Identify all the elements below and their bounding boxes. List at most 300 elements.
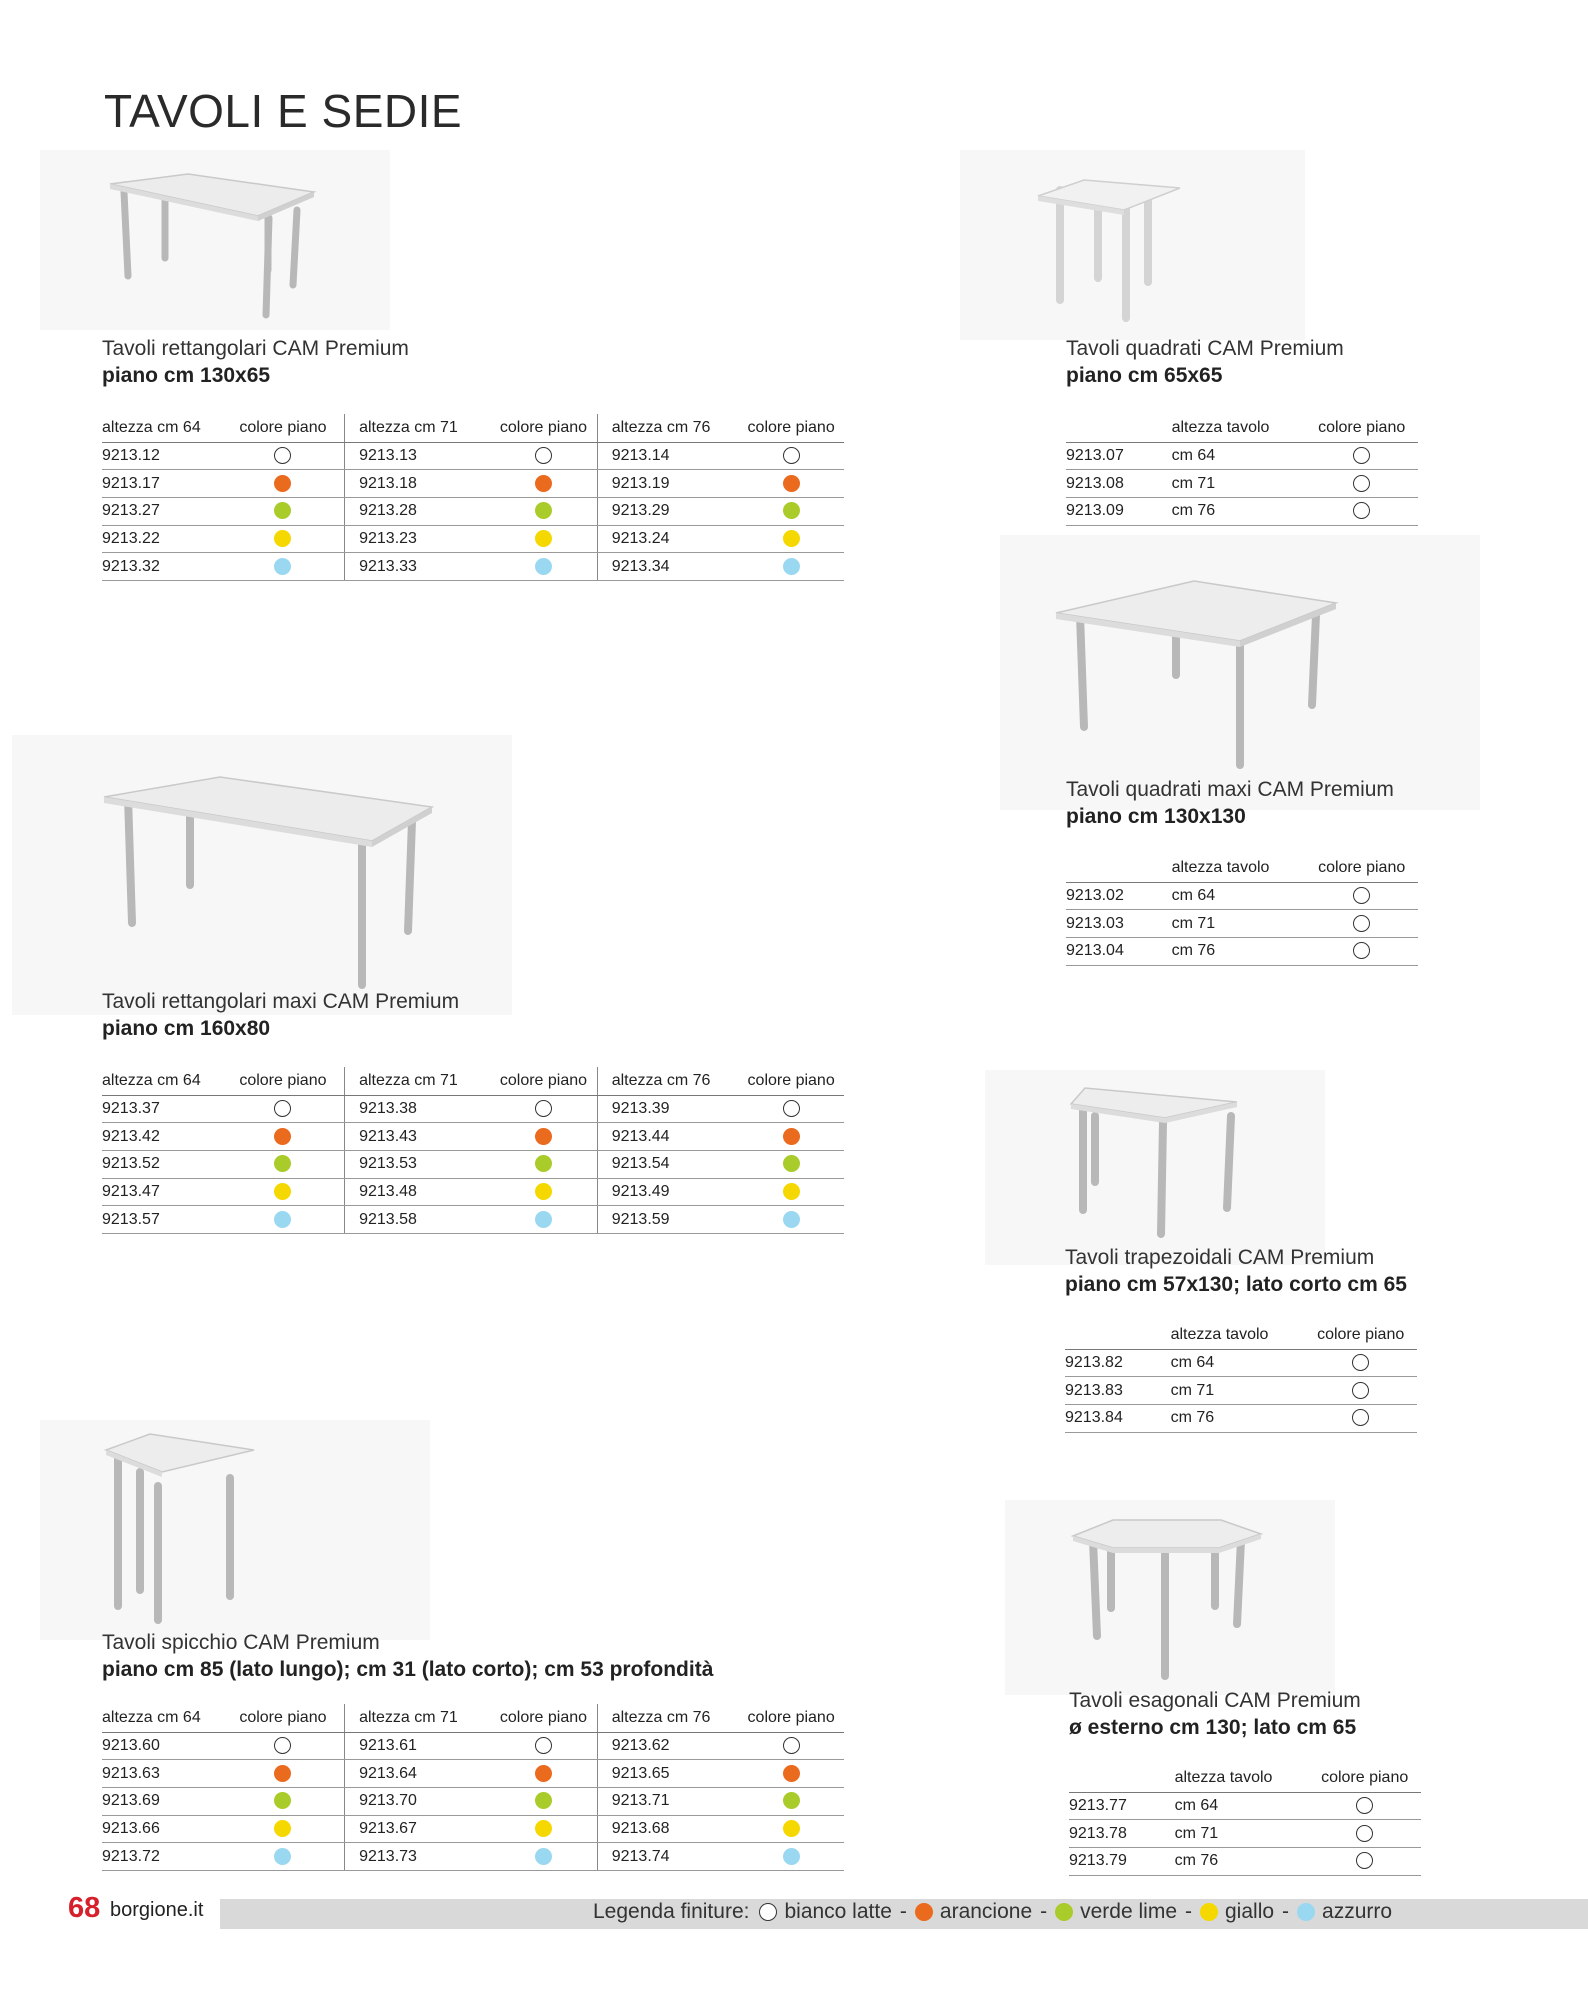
product-code: 9213.18 (345, 470, 491, 498)
color-cell (738, 1787, 844, 1815)
product-code: 9213.34 (597, 553, 738, 581)
product-code: 9213.32 (102, 553, 222, 581)
product-name: Tavoli quadrati CAM Premium (1066, 337, 1344, 360)
color-dot-bianco (535, 447, 552, 464)
square-table-image (960, 150, 1305, 340)
table-header-row (102, 414, 844, 442)
product-code: 9213.83 (1065, 1377, 1171, 1405)
product-code: 9213.57 (102, 1206, 222, 1234)
product-code: 9213.62 (597, 1732, 738, 1760)
table-height: cm 64 (1172, 882, 1306, 910)
legend-label: Legenda finiture: (593, 1900, 750, 1923)
color-cell (1305, 470, 1418, 498)
product-code: 9213.79 (1069, 1847, 1175, 1875)
product-code: 9213.60 (102, 1732, 222, 1760)
table-row (102, 1123, 844, 1151)
rect-maxi-heading (102, 988, 459, 1042)
table-row (102, 1150, 844, 1178)
product-spec: piano cm 57x130; lato corto cm 65 (1065, 1273, 1407, 1296)
color-cell (222, 1178, 345, 1206)
color-cell (222, 1123, 345, 1151)
finish-legend (593, 1900, 1392, 1924)
product-code: 9213.54 (597, 1150, 738, 1178)
table-row (1066, 910, 1418, 938)
product-code: 9213.65 (597, 1760, 738, 1788)
product-code: 9213.47 (102, 1178, 222, 1206)
color-cell (490, 553, 597, 581)
color-dot-arancione (783, 1765, 800, 1782)
table-row (102, 1760, 844, 1788)
color-dot-verde (783, 1155, 800, 1172)
color-dot-giallo (783, 530, 800, 547)
color-dot-verde (1055, 1903, 1073, 1921)
column-header: colore piano (1304, 1321, 1417, 1349)
product-code: 9213.42 (102, 1123, 222, 1151)
color-dot-giallo (535, 1820, 552, 1837)
column-header: colore piano (222, 414, 345, 442)
rect-heading (102, 335, 409, 389)
color-dot-verde (274, 1155, 291, 1172)
trapezoid-code-table (1065, 1321, 1417, 1433)
color-dot-arancione (783, 475, 800, 492)
table-row (1065, 1349, 1417, 1377)
color-cell (1308, 1820, 1421, 1848)
table-row (1066, 937, 1418, 965)
table-row (102, 1178, 844, 1206)
color-cell (222, 1732, 345, 1760)
product-code: 9213.24 (597, 525, 738, 553)
column-header: altezza tavolo (1171, 1321, 1305, 1349)
product-code: 9213.03 (1066, 910, 1172, 938)
product-name: Tavoli rettangolari CAM Premium (102, 337, 409, 360)
color-dot-bianco (535, 1100, 552, 1117)
rect-maxi-table-image (12, 735, 512, 1015)
color-dot-bianco (1353, 502, 1370, 519)
color-cell (738, 1095, 844, 1123)
table-row (102, 1206, 844, 1234)
color-dot-verde (783, 1792, 800, 1809)
square-code-table (1066, 414, 1418, 526)
product-code: 9213.74 (597, 1843, 738, 1871)
product-spec: piano cm 65x65 (1066, 364, 1223, 387)
product-code: 9213.61 (345, 1732, 491, 1760)
legend-item (1297, 1900, 1392, 1924)
color-dot-arancione (783, 1128, 800, 1145)
product-code: 9213.12 (102, 442, 222, 470)
table-row (102, 525, 844, 553)
site-name: borgione.it (110, 1899, 204, 1921)
color-dot-bianco (783, 447, 800, 464)
table-row (1065, 1377, 1417, 1405)
product-spec: piano cm 130x65 (102, 364, 271, 387)
column-header-empty (1066, 414, 1172, 442)
legend-item-label: giallo (1225, 1900, 1275, 1923)
color-dot-verde (783, 502, 800, 519)
color-cell (222, 1843, 345, 1871)
color-cell (738, 525, 844, 553)
product-code: 9213.70 (345, 1787, 491, 1815)
color-dot-azzurro (274, 1848, 291, 1865)
color-dot-bianco (1352, 1382, 1369, 1399)
color-cell (222, 1095, 345, 1123)
color-dot-verde (535, 1792, 552, 1809)
table-header-row (102, 1067, 844, 1095)
table-height: cm 71 (1172, 470, 1306, 498)
legend-items (759, 1900, 1392, 1924)
color-dot-azzurro (274, 558, 291, 575)
product-code: 9213.48 (345, 1178, 491, 1206)
color-dot-giallo (535, 530, 552, 547)
table-header-row (102, 1704, 844, 1732)
color-cell (222, 553, 345, 581)
rect-table-image (40, 150, 390, 330)
page-title: TAVOLI E SEDIE (104, 85, 463, 137)
color-dot-giallo (274, 1183, 291, 1200)
color-dot-azzurro (783, 1848, 800, 1865)
color-cell (1305, 442, 1418, 470)
product-code: 9213.17 (102, 470, 222, 498)
color-dot-verde (274, 1792, 291, 1809)
color-dot-arancione (915, 1903, 933, 1921)
table-header-row (1066, 854, 1418, 882)
product-code: 9213.58 (345, 1206, 491, 1234)
legend-item (1200, 1900, 1274, 1924)
color-dot-azzurro (783, 558, 800, 575)
column-header: altezza cm 64 (102, 1067, 222, 1095)
product-spec: ø esterno cm 130; lato cm 65 (1069, 1716, 1357, 1739)
color-dot-azzurro (1297, 1903, 1315, 1921)
color-cell (490, 1123, 597, 1151)
product-code: 9213.33 (345, 553, 491, 581)
color-dot-verde (535, 1155, 552, 1172)
table-row (102, 1095, 844, 1123)
table-row (102, 1787, 844, 1815)
color-cell (1305, 937, 1418, 965)
color-dot-bianco (1356, 1825, 1373, 1842)
column-header: colore piano (490, 414, 597, 442)
product-code: 9213.22 (102, 525, 222, 553)
color-cell (1308, 1847, 1421, 1875)
column-header: altezza tavolo (1172, 414, 1306, 442)
product-spec: piano cm 130x130 (1066, 805, 1246, 828)
color-cell (738, 1123, 844, 1151)
column-header: altezza tavolo (1175, 1764, 1309, 1792)
table-row (1066, 442, 1418, 470)
legend-item-label: arancione (939, 1900, 1033, 1923)
color-cell (490, 497, 597, 525)
color-cell (490, 1760, 597, 1788)
color-dot-giallo (783, 1183, 800, 1200)
product-code: 9213.14 (597, 442, 738, 470)
product-code: 9213.04 (1066, 937, 1172, 965)
spicchio-code-table (102, 1704, 844, 1871)
color-cell (490, 1843, 597, 1871)
color-dot-giallo (274, 1820, 291, 1837)
column-header: altezza cm 71 (345, 414, 491, 442)
table-header-row (1069, 1764, 1421, 1792)
column-header: colore piano (222, 1067, 345, 1095)
square-maxi-table-image (1000, 535, 1480, 810)
column-header-empty (1065, 1321, 1171, 1349)
color-dot-bianco (1353, 915, 1370, 932)
table-row (1065, 1404, 1417, 1432)
column-header: colore piano (1305, 414, 1418, 442)
hexagon-table-image (1005, 1500, 1335, 1695)
product-code: 9213.38 (345, 1095, 491, 1123)
color-dot-bianco (1352, 1409, 1369, 1426)
table-row (1069, 1820, 1421, 1848)
column-header: altezza tavolo (1172, 854, 1306, 882)
product-code: 9213.59 (597, 1206, 738, 1234)
product-name: Tavoli quadrati maxi CAM Premium (1066, 778, 1394, 801)
table-row (102, 470, 844, 498)
product-code: 9213.71 (597, 1787, 738, 1815)
product-code: 9213.29 (597, 497, 738, 525)
color-cell (738, 1178, 844, 1206)
color-cell (738, 1732, 844, 1760)
color-dot-bianco (1356, 1852, 1373, 1869)
color-dot-giallo (535, 1183, 552, 1200)
color-cell (222, 1150, 345, 1178)
table-height: cm 71 (1172, 910, 1306, 938)
color-dot-bianco (274, 447, 291, 464)
product-code: 9213.67 (345, 1815, 491, 1843)
table-row (102, 1815, 844, 1843)
color-dot-giallo (274, 530, 291, 547)
color-dot-giallo (783, 1820, 800, 1837)
product-name: Tavoli esagonali CAM Premium (1069, 1689, 1361, 1712)
column-header: altezza cm 76 (597, 1704, 738, 1732)
column-header: altezza cm 71 (345, 1067, 491, 1095)
column-header-empty (1069, 1764, 1175, 1792)
color-dot-bianco (274, 1100, 291, 1117)
legend-item (759, 1900, 891, 1924)
product-code: 9213.37 (102, 1095, 222, 1123)
column-header: colore piano (738, 414, 844, 442)
table-row (102, 1843, 844, 1871)
color-dot-azzurro (535, 558, 552, 575)
table-row (102, 442, 844, 470)
product-code: 9213.19 (597, 470, 738, 498)
color-cell (738, 1206, 844, 1234)
color-dot-arancione (274, 1128, 291, 1145)
color-dot-bianco (759, 1903, 777, 1921)
color-dot-verde (535, 502, 552, 519)
table-height: cm 64 (1172, 442, 1306, 470)
product-code: 9213.64 (345, 1760, 491, 1788)
table-row (1069, 1847, 1421, 1875)
color-cell (222, 1787, 345, 1815)
column-header: altezza cm 76 (597, 1067, 738, 1095)
product-code: 9213.07 (1066, 442, 1172, 470)
product-code: 9213.43 (345, 1123, 491, 1151)
table-header-row (1066, 414, 1418, 442)
page-number: 68 (68, 1892, 101, 1924)
color-dot-bianco (1356, 1797, 1373, 1814)
color-dot-azzurro (783, 1211, 800, 1228)
legend-item-label: bianco latte (784, 1900, 892, 1923)
table-row (1066, 470, 1418, 498)
column-header: colore piano (738, 1067, 844, 1095)
legend-separator: - (1282, 1900, 1290, 1923)
product-code: 9213.69 (102, 1787, 222, 1815)
color-dot-bianco (1353, 887, 1370, 904)
color-cell (222, 525, 345, 553)
color-dot-verde (274, 502, 291, 519)
color-cell (222, 1206, 345, 1234)
square-heading (1066, 335, 1344, 389)
table-height: cm 64 (1171, 1349, 1305, 1377)
square-maxi-heading (1066, 776, 1394, 830)
column-header: colore piano (490, 1704, 597, 1732)
column-header: colore piano (1308, 1764, 1421, 1792)
color-dot-arancione (274, 1765, 291, 1782)
color-cell (738, 442, 844, 470)
color-dot-arancione (535, 1128, 552, 1145)
table-row (1066, 497, 1418, 525)
legend-separator: - (899, 1900, 907, 1923)
product-code: 9213.27 (102, 497, 222, 525)
table-height: cm 76 (1172, 937, 1306, 965)
color-cell (738, 1760, 844, 1788)
color-cell (1304, 1404, 1417, 1432)
product-spec: piano cm 85 (lato lungo); cm 31 (lato corto); cm 53 profondità (102, 1658, 714, 1681)
color-dot-arancione (535, 475, 552, 492)
color-cell (738, 1815, 844, 1843)
column-header: colore piano (1305, 854, 1418, 882)
legend-item (1055, 1900, 1177, 1924)
column-header: altezza cm 76 (597, 414, 738, 442)
product-spec: piano cm 160x80 (102, 1017, 271, 1040)
color-cell (1304, 1349, 1417, 1377)
color-cell (738, 470, 844, 498)
color-cell (490, 525, 597, 553)
table-row (102, 1732, 844, 1760)
color-dot-bianco (783, 1737, 800, 1754)
color-cell (1304, 1377, 1417, 1405)
product-code: 9213.68 (597, 1815, 738, 1843)
product-code: 9213.28 (345, 497, 491, 525)
product-code: 9213.02 (1066, 882, 1172, 910)
table-row (102, 553, 844, 581)
table-height: cm 71 (1175, 1820, 1309, 1848)
square-maxi-code-table (1066, 854, 1418, 966)
color-dot-giallo (1200, 1903, 1218, 1921)
color-cell (1305, 882, 1418, 910)
color-cell (1308, 1792, 1421, 1820)
color-cell (222, 497, 345, 525)
product-code: 9213.77 (1069, 1792, 1175, 1820)
color-dot-bianco (1353, 475, 1370, 492)
legend-item (915, 1900, 1032, 1924)
product-code: 9213.66 (102, 1815, 222, 1843)
product-code: 9213.72 (102, 1843, 222, 1871)
rect-maxi-code-table (102, 1067, 844, 1234)
column-header-empty (1066, 854, 1172, 882)
spicchio-heading (102, 1629, 713, 1683)
color-cell (490, 442, 597, 470)
column-header: colore piano (738, 1704, 844, 1732)
color-dot-bianco (783, 1100, 800, 1117)
table-row (1066, 882, 1418, 910)
color-cell (222, 1815, 345, 1843)
color-cell (1305, 497, 1418, 525)
table-height: cm 76 (1175, 1847, 1309, 1875)
product-name: Tavoli rettangolari maxi CAM Premium (102, 990, 460, 1013)
legend-separator: - (1040, 1900, 1048, 1923)
color-cell (490, 1206, 597, 1234)
color-dot-azzurro (535, 1211, 552, 1228)
color-dot-bianco (535, 1737, 552, 1754)
trapezoid-heading (1065, 1244, 1407, 1298)
column-header: colore piano (222, 1704, 345, 1732)
color-dot-bianco (1352, 1354, 1369, 1371)
product-code: 9213.49 (597, 1178, 738, 1206)
color-cell (490, 1815, 597, 1843)
color-cell (738, 1843, 844, 1871)
spicchio-table-image (40, 1420, 430, 1640)
trapezoid-table-image (985, 1070, 1325, 1265)
color-dot-bianco (1353, 447, 1370, 464)
color-cell (490, 1095, 597, 1123)
product-code: 9213.73 (345, 1843, 491, 1871)
table-height: cm 76 (1172, 497, 1306, 525)
color-cell (490, 470, 597, 498)
color-cell (490, 1150, 597, 1178)
column-header: altezza cm 64 (102, 414, 222, 442)
table-height: cm 76 (1171, 1404, 1305, 1432)
table-height: cm 71 (1171, 1377, 1305, 1405)
color-cell (738, 1150, 844, 1178)
color-cell (222, 1760, 345, 1788)
column-header: altezza cm 64 (102, 1704, 222, 1732)
color-dot-arancione (535, 1765, 552, 1782)
color-dot-bianco (1353, 942, 1370, 959)
product-code: 9213.63 (102, 1760, 222, 1788)
color-cell (490, 1787, 597, 1815)
legend-item-label: azzurro (1322, 1900, 1393, 1923)
product-name: Tavoli spicchio CAM Premium (102, 1631, 380, 1654)
product-code: 9213.39 (597, 1095, 738, 1123)
color-cell (738, 497, 844, 525)
table-row (102, 497, 844, 525)
product-code: 9213.78 (1069, 1820, 1175, 1848)
color-cell (738, 553, 844, 581)
color-dot-bianco (274, 1737, 291, 1754)
color-dot-azzurro (274, 1211, 291, 1228)
legend-separator: - (1185, 1900, 1192, 1923)
product-code: 9213.52 (102, 1150, 222, 1178)
product-name: Tavoli trapezoidali CAM Premium (1065, 1246, 1375, 1269)
color-dot-azzurro (535, 1848, 552, 1865)
color-cell (1305, 910, 1418, 938)
column-header: colore piano (490, 1067, 597, 1095)
product-code: 9213.84 (1065, 1404, 1171, 1432)
rect-code-table (102, 414, 844, 581)
product-code: 9213.09 (1066, 497, 1172, 525)
color-cell (490, 1732, 597, 1760)
table-header-row (1065, 1321, 1417, 1349)
hexagon-code-table (1069, 1764, 1421, 1876)
color-dot-arancione (274, 475, 291, 492)
product-code: 9213.82 (1065, 1349, 1171, 1377)
product-code: 9213.08 (1066, 470, 1172, 498)
product-code: 9213.53 (345, 1150, 491, 1178)
color-cell (222, 442, 345, 470)
color-cell (222, 470, 345, 498)
color-cell (490, 1178, 597, 1206)
table-height: cm 64 (1175, 1792, 1309, 1820)
